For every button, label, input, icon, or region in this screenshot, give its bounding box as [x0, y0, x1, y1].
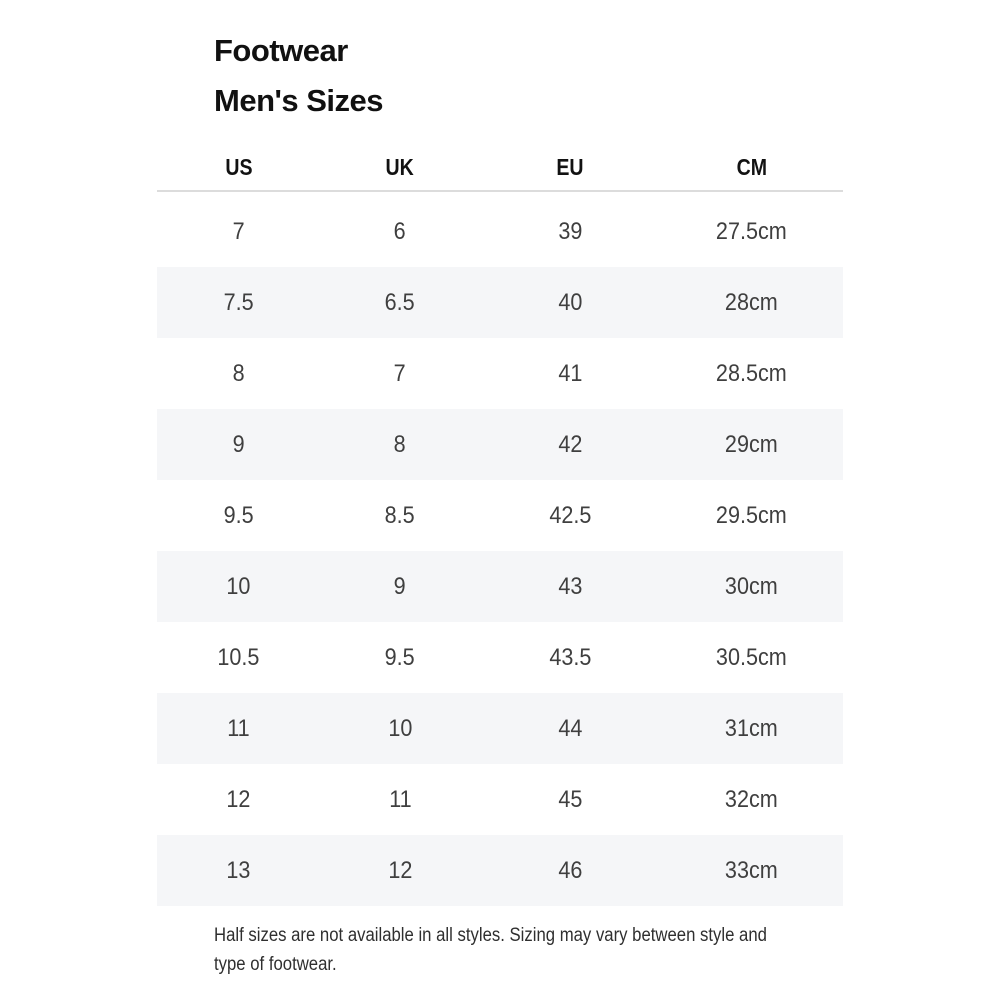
size-cell: 28.5cm [716, 359, 787, 387]
size-cell: 8.5 [384, 501, 416, 529]
size-cell: 42.5 [548, 501, 592, 529]
size-cell: 9 [393, 572, 407, 600]
page-title [214, 26, 383, 126]
size-cell: 9.5 [384, 643, 416, 671]
size-cell: 12 [387, 856, 413, 884]
size-cell: 33cm [725, 856, 778, 884]
column-header-eu: EU [556, 154, 584, 180]
table-row [157, 622, 843, 693]
size-cell: 30.5cm [716, 643, 787, 671]
size-cell: 46 [557, 856, 583, 884]
size-cell: 31cm [725, 714, 778, 742]
size-cell: 40 [557, 288, 583, 316]
size-cell: 9 [232, 430, 245, 458]
table-row [157, 480, 843, 551]
size-cell: 10.5 [217, 643, 260, 671]
size-cell: 6 [393, 217, 407, 245]
table-body [157, 196, 843, 906]
size-cell: 6.5 [384, 288, 416, 316]
footnote-line-1: Half sizes are not available in all styles. Sizing may vary between style and [214, 925, 767, 946]
size-cell: 43 [557, 572, 583, 600]
size-cell: 9.5 [223, 501, 254, 529]
size-cell: 41 [557, 359, 583, 387]
size-cell: 43.5 [548, 643, 592, 671]
column-header-cm: CM [736, 154, 767, 180]
size-cell: 7.5 [223, 288, 254, 316]
size-cell: 39 [557, 217, 583, 245]
size-cell: 42 [557, 430, 583, 458]
size-cell: 28cm [725, 288, 778, 316]
size-cell: 13 [226, 856, 251, 884]
table-row [157, 267, 843, 338]
table-header-row [157, 145, 843, 192]
table-row [157, 338, 843, 409]
footnote [214, 921, 767, 979]
table-row [157, 409, 843, 480]
title-subtitle: Men's Sizes [214, 83, 383, 118]
size-cell: 30cm [725, 572, 778, 600]
size-cell: 27.5cm [716, 217, 787, 245]
size-cell: 7 [393, 359, 407, 387]
table-row [157, 764, 843, 835]
table-row [157, 835, 843, 906]
size-cell: 29.5cm [716, 501, 787, 529]
size-cell: 44 [557, 714, 583, 742]
size-cell: 7 [232, 217, 245, 245]
table-row [157, 551, 843, 622]
size-cell: 8 [393, 430, 407, 458]
footnote-line-2: type of footwear. [214, 954, 337, 975]
size-table [157, 145, 843, 906]
table-row [157, 693, 843, 764]
size-cell: 32cm [725, 785, 778, 813]
size-cell: 8 [232, 359, 245, 387]
title-category: Footwear [214, 33, 348, 68]
table-row [157, 196, 843, 267]
size-cell: 11 [388, 785, 412, 813]
size-cell: 11 [227, 714, 250, 742]
size-cell: 12 [226, 785, 251, 813]
size-cell: 10 [387, 714, 413, 742]
column-header-us: US [224, 154, 253, 180]
size-cell: 29cm [725, 430, 778, 458]
column-header-uk: UK [385, 154, 415, 180]
size-cell: 10 [226, 572, 251, 600]
size-cell: 45 [557, 785, 583, 813]
